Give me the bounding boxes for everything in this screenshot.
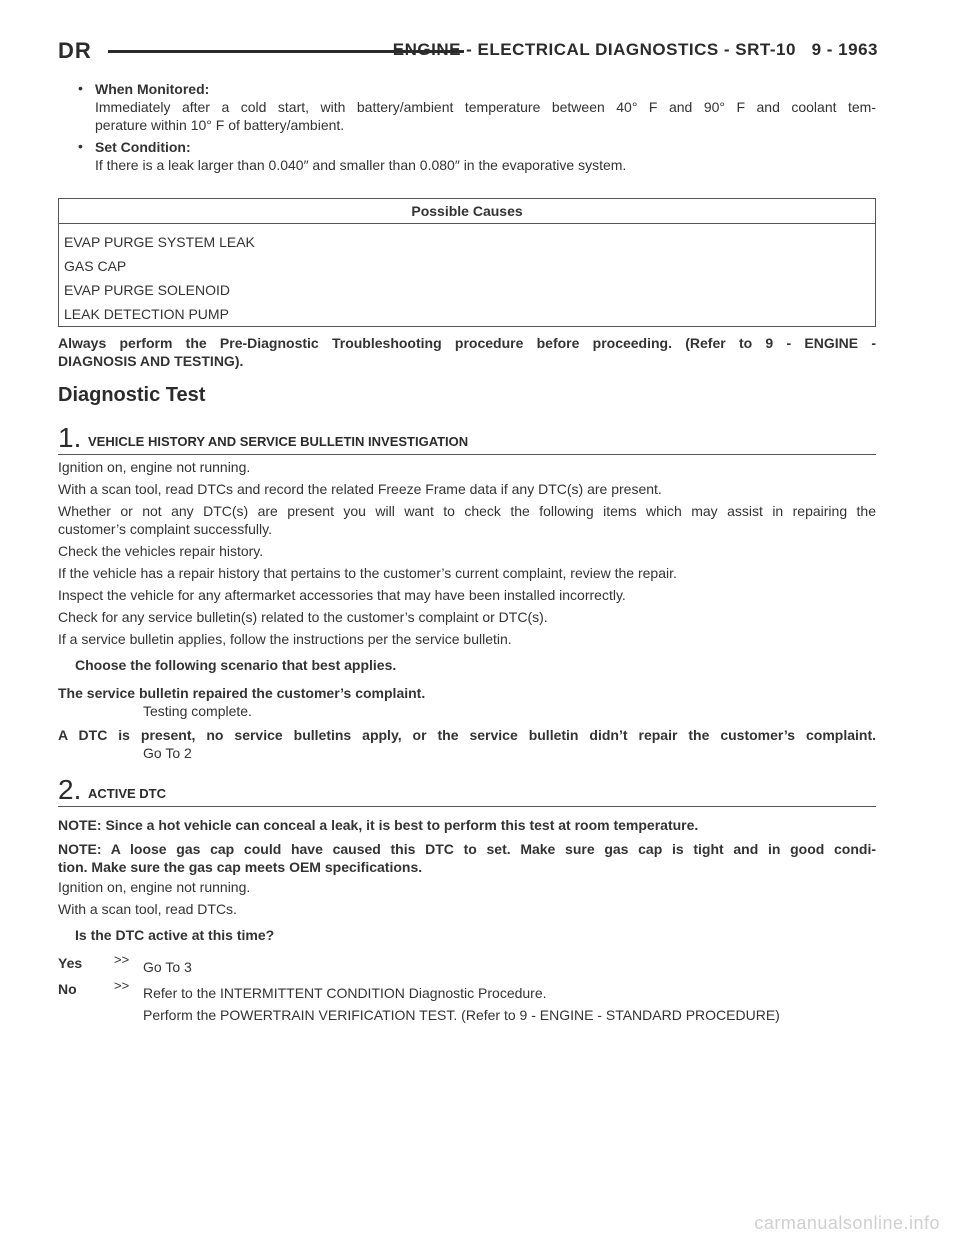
set-condition-label: Set Condition: xyxy=(95,139,191,155)
step1-line: customer’s complaint successfully. xyxy=(58,521,272,537)
bullet-icon: • xyxy=(78,80,83,96)
always-perform-line1: Always perform the Pre-Diagnostic Troubleshooting procedure before proceeding. (Refer to 9 - ENGINE - xyxy=(58,335,876,351)
header-page-number: 9 - 1963 xyxy=(811,40,878,59)
step-title: ACTIVE DTC xyxy=(88,786,166,801)
possible-causes-header: Possible Causes xyxy=(59,199,875,224)
answer-no-result-1: Refer to the INTERMITTENT CONDITION Diagnostic Procedure. xyxy=(143,985,547,1001)
step-1-header xyxy=(58,424,876,455)
cause-item: LEAK DETECTION PUMP xyxy=(64,306,229,322)
answer-no-result-2: Perform the POWERTRAIN VERIFICATION TEST. (Refer to 9 - ENGINE - STANDARD PROCEDURE) xyxy=(143,1007,780,1023)
step-title: VEHICLE HISTORY AND SERVICE BULLETIN INVESTIGATION xyxy=(88,434,469,449)
step2-note-2b: tion. Make sure the gas cap meets OEM specifications. xyxy=(58,859,423,875)
cause-item: EVAP PURGE SYSTEM LEAK xyxy=(64,234,255,250)
step2-line: With a scan tool, read DTCs. xyxy=(58,901,237,917)
step1-scenario-1-result: Testing complete. xyxy=(143,703,252,719)
diagnostic-test-heading: Diagnostic Test xyxy=(58,384,206,406)
always-perform-line2: DIAGNOSIS AND TESTING). xyxy=(58,353,244,369)
cause-item: EVAP PURGE SOLENOID xyxy=(64,282,230,298)
page-header xyxy=(58,38,878,66)
header-model: DR xyxy=(58,38,92,63)
step-2-header xyxy=(58,776,876,807)
arrow-icon: >> xyxy=(114,978,130,993)
bullet-icon: • xyxy=(78,138,83,154)
set-condition-line1: If there is a leak larger than 0.040″ and smaller than 0.080″ in the evaporative system. xyxy=(95,157,627,173)
header-title-page xyxy=(393,40,878,60)
answer-yes-result: Go To 3 xyxy=(143,959,192,975)
step2-line: Ignition on, engine not running. xyxy=(58,879,251,895)
step1-question: Choose the following scenario that best applies. xyxy=(75,657,397,673)
step1-scenario-2: A DTC is present, no service bulletins apply, or the service bulletin didn’t repair the customer’s complaint. xyxy=(58,727,876,743)
step2-note-2a: NOTE: A loose gas cap could have caused this DTC to set. Make sure gas cap is tight and in good condi- xyxy=(58,841,876,857)
answer-no-label: No xyxy=(58,981,77,997)
step1-line: Inspect the vehicle for any aftermarket accessories that may have been installed incorrectly. xyxy=(58,587,626,603)
step-number: 2. xyxy=(58,774,82,805)
step1-line: If the vehicle has a repair history that pertains to the customer’s current complaint, review the repair. xyxy=(58,565,677,581)
step1-line: Ignition on, engine not running. xyxy=(58,459,251,475)
answer-yes-label: Yes xyxy=(58,955,83,971)
possible-causes-table xyxy=(58,198,876,327)
step1-line: If a service bulletin applies, follow the instructions per the service bulletin. xyxy=(58,631,512,647)
when-monitored-label: When Monitored: xyxy=(95,81,210,97)
when-monitored-line2: perature within 10° F of battery/ambient. xyxy=(95,117,345,133)
step1-line: Check for any service bulletin(s) related to the customer’s complaint or DTC(s). xyxy=(58,609,548,625)
step2-note-1: NOTE: Since a hot vehicle can conceal a leak, it is best to perform this test at room temperature. xyxy=(58,817,699,833)
step1-line: Check the vehicles repair history. xyxy=(58,543,264,559)
when-monitored-line1: Immediately after a cold start, with battery/ambient temperature between 40° F and 90° F and coolant tem- xyxy=(95,99,876,115)
step1-scenario-2-result: Go To 2 xyxy=(143,745,192,761)
step1-line: With a scan tool, read DTCs and record the related Freeze Frame data if any DTC(s) are present. xyxy=(58,481,662,497)
step2-question: Is the DTC active at this time? xyxy=(75,927,275,943)
watermark: carmanualsonline.info xyxy=(754,1213,940,1233)
step-number: 1. xyxy=(58,422,82,453)
cause-item: GAS CAP xyxy=(64,258,127,274)
header-title: ENGINE - ELECTRICAL DIAGNOSTICS - SRT-10 xyxy=(392,40,796,59)
arrow-icon: >> xyxy=(114,952,130,967)
step1-scenario-1: The service bulletin repaired the customer’s complaint. xyxy=(58,685,426,701)
step1-line: Whether or not any DTC(s) are present you will want to check the following items which may assist in repairing the xyxy=(58,503,876,519)
